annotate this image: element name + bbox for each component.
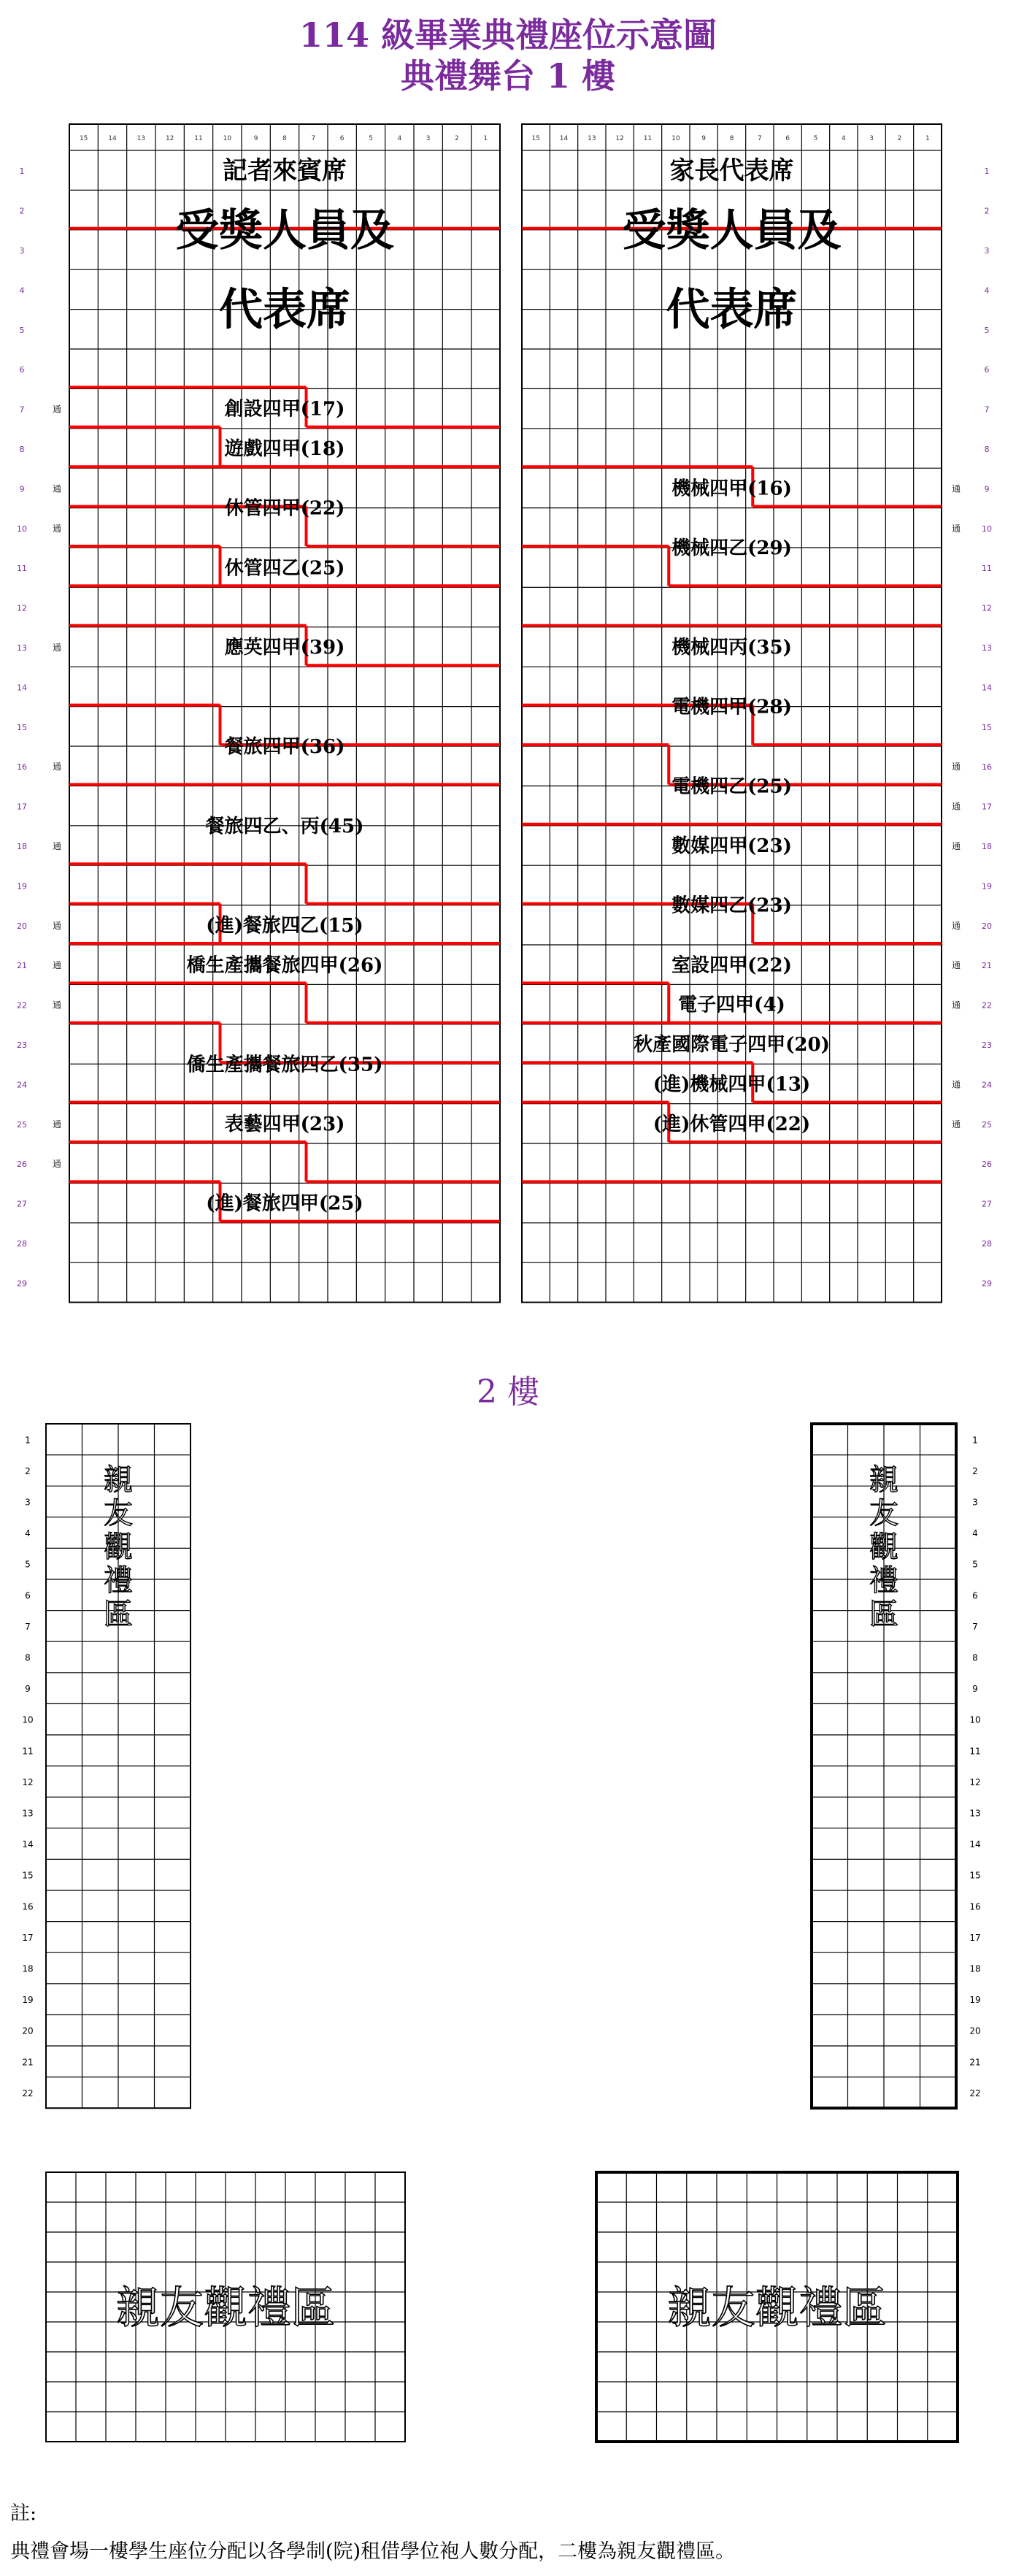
group-label: (進)餐旅四甲(25): [206, 1192, 363, 1215]
aisle-mark: 通: [52, 1000, 62, 1011]
row-number: 17: [17, 802, 27, 812]
group-label: 遊戲四甲(18): [224, 438, 345, 461]
aisle-mark: 通: [52, 1159, 62, 1170]
row-number: 13: [969, 1808, 981, 1819]
row-number: 21: [982, 961, 992, 971]
row-number: 3: [972, 1497, 978, 1508]
column-header: 12: [165, 135, 174, 142]
row-number: 4: [984, 285, 990, 296]
aisle-mark: 通: [951, 483, 961, 494]
row-number: 9: [984, 484, 990, 494]
row-number: 20: [17, 921, 27, 931]
row-number: 11: [969, 1746, 981, 1757]
row-number: 4: [25, 1528, 31, 1539]
column-header: 11: [643, 135, 653, 142]
group-label: 受獎人員及: [175, 204, 394, 256]
row-number: 1: [19, 166, 25, 177]
row-number: 6: [984, 365, 990, 375]
aisle-mark: 通: [951, 960, 961, 971]
column-header: 7: [757, 135, 762, 142]
group-label: 數媒四乙(23): [671, 894, 792, 917]
column-header: 11: [194, 135, 203, 142]
group-label: 休管四乙(25): [224, 557, 345, 580]
side-area-label-char: 親: [869, 1463, 898, 1497]
aisle-mark: 通: [951, 1119, 961, 1130]
row-number: 10: [17, 524, 27, 534]
row-number: 19: [17, 881, 27, 892]
group-label: 機械四丙(35): [671, 637, 792, 659]
row-number: 2: [19, 206, 25, 216]
page-title: 114 級畢業典禮座位示意圖: [299, 15, 717, 55]
row-number: 10: [969, 1714, 981, 1725]
row-number: 20: [982, 921, 992, 931]
side-area-label-char: 友: [104, 1497, 133, 1530]
row-number: 29: [17, 1279, 27, 1289]
row-number: 23: [17, 1040, 27, 1050]
group-label: 家長代表席: [669, 156, 794, 186]
aisle-mark: 通: [52, 960, 62, 971]
group-label: 代表席: [219, 284, 350, 336]
column-header: 13: [136, 135, 146, 142]
column-header: 3: [869, 135, 874, 142]
column-header: 15: [531, 135, 540, 142]
row-number: 26: [982, 1159, 992, 1170]
row-number: 10: [982, 524, 992, 534]
row-number: 11: [982, 564, 992, 574]
row-number: 7: [19, 405, 25, 415]
bottom-area-label: 親友觀禮區: [116, 2282, 335, 2334]
side-area-label-char: 禮: [104, 1564, 133, 1598]
row-number: 13: [17, 643, 27, 653]
row-number: 17: [22, 1932, 34, 1943]
row-number: 21: [969, 2057, 981, 2068]
aisle-mark: 通: [52, 523, 62, 534]
row-number: 19: [22, 1995, 34, 2006]
group-label: 應英四甲(39): [224, 637, 345, 659]
column-header: 2: [455, 135, 459, 142]
column-header: 5: [369, 135, 373, 142]
group-label: (進)機械四甲(13): [653, 1073, 811, 1096]
aisle-mark: 通: [52, 643, 62, 653]
row-number: 2: [25, 1465, 31, 1476]
side-area-label-char: 區: [869, 1598, 898, 1631]
side-area-label-char: 禮: [869, 1564, 898, 1598]
group-label: 僑生產攜餐旅四乙(35): [186, 1054, 383, 1076]
column-header: 6: [785, 135, 790, 142]
row-number: 8: [25, 1652, 31, 1663]
group-label: 室設四甲(22): [671, 954, 792, 977]
row-number: 14: [22, 1839, 34, 1850]
aisle-mark: 通: [951, 1079, 961, 1090]
column-header: 9: [253, 135, 258, 142]
footer-note-label: 註:: [10, 2502, 37, 2525]
column-header: 1: [483, 135, 488, 142]
column-header: 3: [426, 135, 431, 142]
row-number: 13: [982, 643, 992, 653]
row-number: 18: [17, 842, 27, 851]
row-number: 6: [972, 1590, 978, 1601]
group-label: 餐旅四甲(36): [224, 736, 345, 759]
row-number: 9: [972, 1684, 978, 1695]
aisle-mark: 通: [951, 920, 961, 931]
side-area-label-char: 觀: [104, 1530, 133, 1564]
row-number: 20: [969, 2025, 981, 2036]
group-label: 秋產國際電子四甲(20): [634, 1034, 830, 1057]
row-number: 21: [17, 961, 27, 971]
row-number: 18: [982, 842, 992, 851]
group-label: 機械四甲(16): [671, 478, 792, 500]
aisle-mark: 通: [52, 920, 62, 931]
aisle-mark: 通: [52, 1119, 62, 1130]
group-label: 機械四乙(29): [671, 537, 792, 560]
row-number: 2: [972, 1465, 978, 1476]
row-number: 3: [19, 246, 25, 256]
group-label: (進)休管四甲(22): [653, 1113, 811, 1135]
column-header: 6: [339, 135, 345, 142]
page-subtitle: 典禮舞台 1 樓: [400, 56, 616, 96]
aisle-mark: 通: [52, 762, 62, 773]
row-number: 6: [25, 1590, 31, 1601]
aisle-mark: 通: [951, 801, 961, 812]
group-label: 電機四甲(28): [671, 696, 792, 718]
row-number: 16: [982, 762, 992, 773]
row-number: 8: [984, 445, 990, 454]
row-number: 10: [22, 1714, 34, 1725]
row-number: 5: [972, 1559, 978, 1570]
row-number: 5: [984, 325, 990, 335]
side-area-label-char: 觀: [869, 1530, 898, 1564]
group-label: (進)餐旅四乙(15): [206, 914, 363, 937]
column-header: 2: [897, 135, 902, 142]
group-label: 代表席: [666, 284, 798, 336]
row-number: 1: [972, 1435, 978, 1446]
row-number: 19: [982, 881, 992, 892]
row-number: 19: [969, 1995, 981, 2006]
aisle-mark: 通: [52, 841, 62, 851]
column-header: 8: [282, 135, 287, 142]
column-header: 4: [397, 135, 402, 142]
row-number: 22: [982, 1000, 992, 1011]
column-header: 10: [671, 135, 680, 142]
column-header: 12: [615, 135, 624, 142]
group-label: 電機四乙(25): [671, 775, 792, 798]
row-number: 11: [22, 1746, 34, 1757]
group-label: 數媒四甲(23): [671, 835, 792, 858]
row-number: 17: [982, 802, 992, 812]
row-number: 12: [982, 603, 992, 613]
row-number: 4: [972, 1528, 978, 1539]
aisle-mark: 通: [52, 404, 62, 415]
row-number: 13: [22, 1808, 34, 1819]
column-header: 8: [729, 135, 734, 142]
row-number: 27: [17, 1199, 27, 1209]
row-number: 9: [25, 1684, 31, 1695]
group-label: 表藝四甲(23): [224, 1113, 345, 1135]
footer-note-text: 典禮會場一樓學生座位分配以各學制(院)租借學位袍人數分配，二樓為親友觀禮區。: [10, 2540, 736, 2563]
column-header: 9: [701, 135, 707, 142]
side-area-label-char: 友: [869, 1497, 898, 1530]
group-label: 受獎人員及: [622, 204, 842, 256]
row-number: 27: [982, 1199, 992, 1209]
aisle-mark: 通: [951, 841, 961, 851]
row-number: 18: [969, 1963, 981, 1974]
aisle-mark: 通: [951, 762, 961, 773]
row-number: 14: [982, 683, 992, 693]
row-number: 4: [19, 285, 25, 296]
row-number: 2: [984, 206, 990, 216]
row-number: 1: [984, 166, 990, 177]
row-number: 15: [22, 1870, 34, 1881]
column-header: 7: [311, 135, 316, 142]
row-number: 6: [19, 365, 25, 375]
row-number: 11: [17, 564, 27, 574]
row-number: 15: [982, 722, 992, 732]
row-number: 7: [984, 405, 990, 415]
row-number: 8: [19, 445, 25, 454]
row-number: 17: [969, 1932, 981, 1943]
row-number: 1: [25, 1435, 31, 1446]
row-number: 24: [17, 1080, 27, 1090]
row-number: 14: [17, 683, 27, 693]
row-number: 12: [17, 603, 27, 613]
column-header: 10: [223, 135, 232, 142]
row-number: 28: [17, 1239, 27, 1249]
column-header: 14: [108, 135, 117, 142]
row-number: 7: [25, 1621, 31, 1632]
floor2-title: 2 樓: [477, 1373, 539, 1411]
row-number: 14: [969, 1839, 981, 1850]
column-header: 13: [588, 135, 596, 142]
row-number: 16: [17, 762, 27, 773]
row-number: 29: [982, 1279, 992, 1289]
row-number: 23: [982, 1040, 992, 1050]
group-label: 電子四甲(4): [678, 994, 785, 1016]
column-header: 1: [925, 135, 930, 142]
aisle-mark: 通: [951, 523, 961, 534]
aisle-mark: 通: [951, 1000, 961, 1011]
row-number: 20: [22, 2025, 34, 2036]
row-number: 15: [17, 722, 27, 732]
group-label: 橋生產攜餐旅四甲(26): [186, 954, 383, 977]
row-number: 22: [22, 2088, 34, 2098]
side-area-label-char: 親: [104, 1463, 133, 1497]
column-header: 4: [841, 135, 846, 142]
column-header: 5: [813, 135, 818, 142]
row-number: 7: [972, 1621, 978, 1632]
row-number: 22: [17, 1000, 27, 1011]
bottom-area-label: 親友觀禮區: [667, 2282, 887, 2334]
side-area-label-char: 區: [104, 1598, 133, 1631]
row-number: 3: [984, 246, 990, 256]
row-number: 25: [17, 1119, 27, 1130]
row-number: 25: [982, 1119, 992, 1130]
row-number: 5: [19, 325, 25, 335]
group-label: 記者來賓席: [223, 156, 347, 186]
group-label: 創設四甲(17): [224, 398, 345, 421]
row-number: 12: [969, 1776, 981, 1787]
row-number: 12: [22, 1776, 34, 1787]
row-number: 15: [969, 1870, 981, 1881]
row-number: 3: [25, 1497, 31, 1508]
row-number: 26: [17, 1159, 27, 1170]
row-number: 16: [22, 1901, 34, 1912]
row-number: 24: [982, 1080, 992, 1090]
row-number: 18: [22, 1963, 34, 1974]
row-number: 28: [982, 1239, 992, 1249]
column-header: 15: [79, 135, 88, 142]
row-number: 9: [19, 484, 25, 494]
group-label: 餐旅四乙、丙(45): [205, 815, 364, 837]
aisle-mark: 通: [52, 483, 62, 494]
row-number: 5: [25, 1559, 31, 1570]
row-number: 21: [22, 2057, 34, 2068]
group-label: 休管四甲(22): [224, 497, 345, 520]
row-number: 8: [972, 1652, 978, 1663]
column-header: 14: [559, 135, 569, 142]
row-number: 22: [969, 2088, 981, 2098]
row-number: 16: [969, 1901, 981, 1912]
